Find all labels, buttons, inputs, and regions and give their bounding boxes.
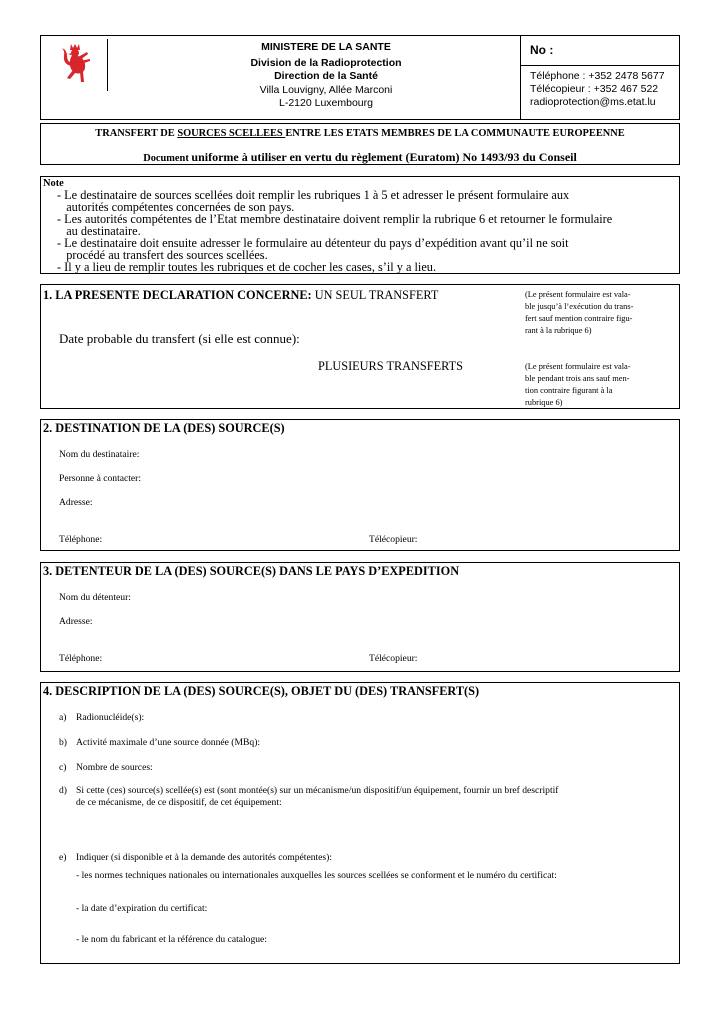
section-4-title: 4. DESCRIPTION DE LA (DES) SOURCE(S), OBJET DU (DES) TRANSFERT(S) (43, 684, 480, 698)
item-letter-d: d) (59, 785, 67, 796)
section-1-box (40, 284, 680, 409)
recipient-phone-field[interactable]: Téléphone: (59, 534, 103, 545)
single-transfer-option[interactable]: UN SEUL TRANSFERT (314, 288, 439, 302)
ministry-name: MINISTERE DE LA SANTE (261, 41, 391, 53)
note-line: - Il y a lieu de remplir toutes les rubriques et de cocher les cases, s’il y a lieu. (57, 260, 437, 274)
note-text: fert sauf mention contraire figu- (525, 314, 633, 323)
note-line: autorités compétentes concernées de son pays. (57, 200, 295, 214)
indicate-label: Indiquer (si disponible et à la demande des autorités compétentes): (76, 852, 333, 863)
fax-text: Télécopieur : +352 467 522 (530, 83, 659, 95)
section-2-title: 2. DESTINATION DE LA (DES) SOURCE(S) (43, 421, 285, 435)
multiple-transfers-note (525, 361, 670, 409)
transfer-date-label[interactable]: Date probable du transfert (si elle est connue): (59, 331, 300, 346)
note-heading: Note (43, 178, 64, 189)
note-text: rubrique 6) (525, 398, 563, 407)
section-2-box (40, 419, 680, 551)
note-line: - Les autorités compétentes de l’Etat membre destinataire doivent remplir la rubrique 6 et retourner le formulaire (57, 212, 613, 226)
red-lion-icon (59, 42, 95, 86)
note-text: (Le présent formulaire est vala- (525, 290, 631, 299)
max-activity-field[interactable]: Activité maximale d’une source donnée (MBq): (76, 737, 261, 748)
title-box (40, 123, 680, 165)
note-line: - Le destinataire doit ensuite adresser le formulaire au détenteur du pays d’expédition avant qu’il ne soit (57, 236, 569, 250)
note-text: ble jusqu’à l’exécution du trans- (525, 302, 634, 311)
address-line-2: L-2120 Luxembourg (279, 97, 373, 109)
item-letter-e: e) (59, 852, 67, 863)
recipient-fax-field[interactable]: Télécopieur: (369, 534, 418, 545)
title-part-3: ENTRE LES ETATS MEMBRES DE LA COMMUNAUTE EUROPEENNE (285, 128, 625, 139)
subtitle-part-1: Document (143, 153, 192, 164)
device-description-line-1: Si cette (ces) source(s) scellée(s) est (sont montée(s) sur un mécanisme/un dispositif/un équipement, fournir un bref descriptif (76, 785, 559, 796)
note-box (40, 176, 680, 274)
form-subtitle (41, 148, 679, 166)
device-description-field[interactable] (76, 785, 676, 809)
contact-person-field[interactable]: Personne à contacter: (59, 473, 142, 484)
radionuclide-field[interactable]: Radionucléide(s): (76, 712, 145, 723)
title-part-2: SOURCES SCELLEES (177, 128, 286, 139)
recipient-address-field[interactable]: Adresse: (59, 497, 93, 508)
section-3-title: 3. DETENTEUR DE LA (DES) SOURCE(S) DANS LE PAYS D’EXPEDITION (43, 564, 460, 578)
holder-fax-field[interactable]: Télécopieur: (369, 653, 418, 664)
note-line: au destinataire. (57, 224, 141, 238)
reference-number-label: No : (530, 43, 554, 57)
holder-phone-field[interactable]: Téléphone: (59, 653, 103, 664)
section-4-box (40, 682, 680, 964)
note-text: rant à la rubrique 6) (525, 326, 592, 335)
header-box (40, 35, 680, 120)
note-text: (Le présent formulaire est vala- (525, 362, 631, 371)
multiple-transfers-option[interactable]: PLUSIEURS TRANSFERTS (318, 359, 463, 373)
single-transfer-note (525, 289, 670, 337)
technical-standards-field[interactable]: - les normes techniques nationales ou internationales auxquelles les sources scellées se conforment et le numéro du certificat: (76, 870, 557, 881)
email-text: radioprotection@ms.etat.lu (530, 96, 656, 108)
note-line: procédé au transfert des sources scellées. (57, 248, 268, 262)
division-name: Division de la Radioprotection (250, 57, 402, 69)
item-letter-c: c) (59, 762, 67, 773)
certificate-expiry-field[interactable]: - la date d’expiration du certificat: (76, 903, 208, 914)
note-text: ble pendant trois ans sauf men- (525, 374, 630, 383)
holder-name-field[interactable]: Nom du détenteur: (59, 592, 131, 603)
note-text: tion contraire figurant à la (525, 386, 613, 395)
item-letter-a: a) (59, 712, 67, 723)
device-description-line-2: de ce mécanisme, de ce dispositif, de cet équipement: (76, 797, 282, 808)
note-line: - Le destinataire de sources scellées doit remplir les rubriques 1 à 5 et adresser le présent formulaire aux (57, 188, 570, 202)
form-title (41, 128, 679, 139)
section-3-box (40, 562, 680, 672)
item-letter-b: b) (59, 737, 67, 748)
number-of-sources-field[interactable]: Nombre de sources: (76, 762, 153, 773)
direction-name: Direction de la Santé (274, 70, 378, 82)
section-1-title (43, 288, 438, 303)
section-1-heading: 1. LA PRESENTE DECLARATION CONCERNE: (43, 288, 312, 302)
address-line-1: Villa Louvigny, Allée Marconi (259, 84, 393, 96)
manufacturer-catalogue-field[interactable]: - le nom du fabricant et la référence du catalogue: (76, 934, 267, 945)
subtitle-part-2: uniforme à utiliser en vertu du règlement (Euratom) No 1493/93 du Conseil (191, 150, 577, 164)
title-part-1: TRANSFERT DE (95, 128, 178, 139)
holder-address-field[interactable]: Adresse: (59, 616, 93, 627)
recipient-name-field[interactable]: Nom du destinataire: (59, 449, 140, 460)
phone-text: Téléphone : +352 2478 5677 (530, 70, 665, 82)
